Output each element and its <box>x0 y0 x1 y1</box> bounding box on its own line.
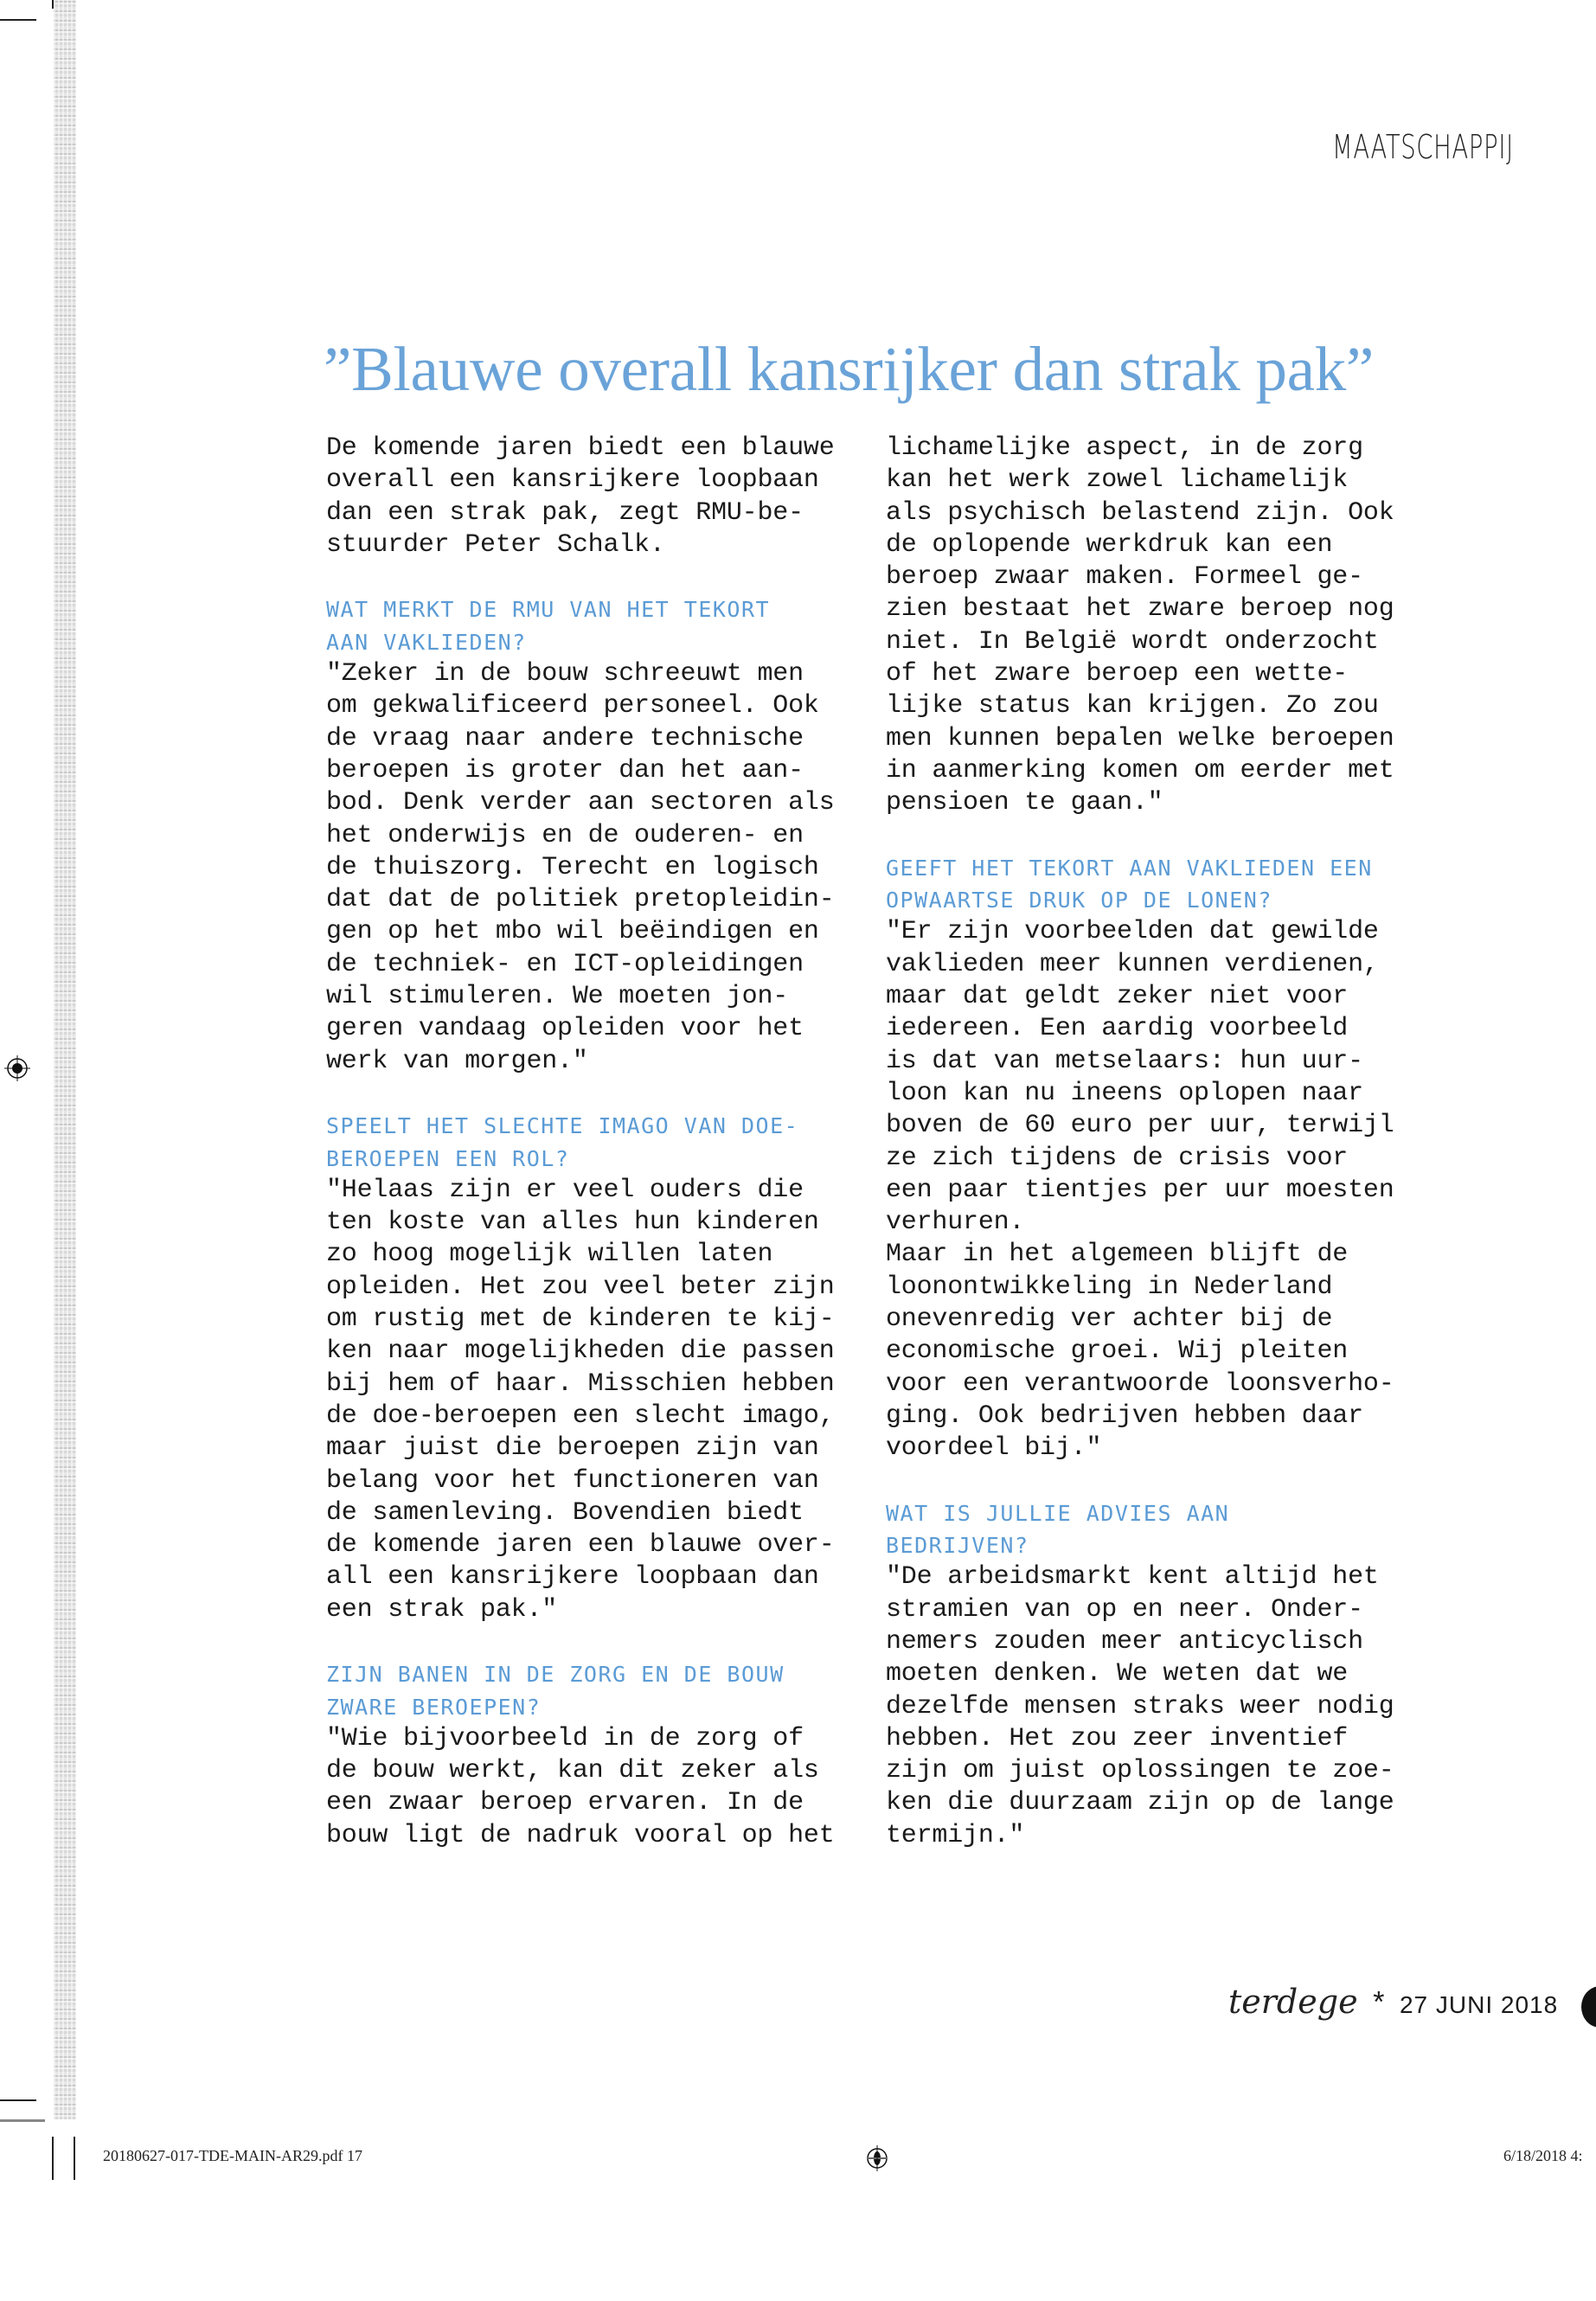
body-text-line: all een kansrijkere loopbaan dan <box>326 1562 819 1593</box>
crop-mark <box>52 0 54 9</box>
body-text-line: pensioen te gaan." <box>886 788 1163 818</box>
body-text-line: overall een kansrijkere loopbaan <box>326 465 819 496</box>
body-text-line: zo hoog mogelijk willen laten <box>326 1240 773 1270</box>
body-text-line: onevenredig ver achter bij de <box>886 1304 1333 1335</box>
body-text-line: voordeel bij." <box>886 1433 1102 1464</box>
body-text-line: als psychisch belastend zijn. Ook <box>886 497 1394 528</box>
question-heading-line: ZIJN BANEN IN DE ZORG EN DE BOUW <box>326 1662 785 1688</box>
crop-mark <box>52 2137 54 2180</box>
blank-line <box>886 1465 1422 1497</box>
body-text-line: loonontwikkeling in Nederland <box>886 1272 1333 1302</box>
body-text-line: vaklieden meer kunnen verdienen, <box>886 949 1379 979</box>
question-heading-line: ZWARE BEROEPEN? <box>326 1694 542 1720</box>
blank-line <box>886 820 1422 852</box>
body-text-line: economische groei. Wij pleiten <box>886 1336 1349 1367</box>
body-text-line: lijke status kan krijgen. Zo zou <box>886 691 1379 721</box>
body-text-line: ken naar mogelijkheden die passen <box>326 1336 835 1367</box>
body-text-line: om gekwalificeerd personeel. Ook <box>326 691 819 721</box>
page-footer <box>1228 1983 1558 2022</box>
registration-mark-icon <box>864 2145 890 2171</box>
body-text-line: de komende jaren een blauwe over- <box>326 1530 835 1561</box>
question-heading-line: AAN VAKLIEDEN? <box>326 629 527 655</box>
body-text-line: de doe-beroepen een slecht imago, <box>326 1400 835 1431</box>
body-text-line: beroepen is groter dan het aan- <box>326 755 804 785</box>
crop-mark <box>0 19 36 21</box>
margin-strip <box>54 0 76 2119</box>
body-text-line: maar juist die beroepen zijn van <box>326 1433 819 1464</box>
question-heading-line: GEEFT HET TEKORT AAN VAKLIEDEN EEN <box>886 855 1373 881</box>
article-column-right <box>886 433 1422 1852</box>
body-text-line: loon kan nu ineens oplopen naar <box>886 1078 1363 1108</box>
issue-date: 27 JUNI 2018 <box>1399 1991 1559 2018</box>
article-title: ”Blauwe overall kansrijker dan strak pak” <box>324 334 1375 404</box>
question-heading-line: BEDRIJVEN? <box>886 1533 1029 1559</box>
brand-logo: terdege <box>1228 1983 1358 2021</box>
body-text-line: een paar tientjes per uur moesten <box>886 1175 1394 1205</box>
body-text-line: "Zeker in de bouw schreeuwt men <box>326 659 804 689</box>
body-text-line: De komende jaren biedt een blauwe <box>326 433 835 463</box>
body-text-line: gen op het mbo wil beëindigen en <box>326 917 819 947</box>
body-text-line: de samenleving. Bovendien biedt <box>326 1497 804 1528</box>
blank-line <box>326 1626 862 1658</box>
body-text-line: verhuren. <box>886 1208 1025 1238</box>
body-text-line: niet. In België wordt onderzocht <box>886 626 1379 657</box>
crop-mark <box>74 2137 75 2180</box>
body-text-line: Maar in het algemeen blijft de <box>886 1240 1349 1270</box>
body-text-line: "Helaas zijn er veel ouders die <box>326 1175 804 1205</box>
body-text-line: in aanmerking komen om eerder met <box>886 755 1394 785</box>
question-heading-line: WAT IS JULLIE ADVIES AAN <box>886 1500 1230 1526</box>
body-text-line: de oplopende werkdruk kan een <box>886 529 1333 560</box>
page-number-badge <box>1581 1986 1596 2028</box>
body-text-line: maar dat geldt zeker niet voor <box>886 982 1349 1012</box>
body-text-line: dat dat de politiek pretopleidin- <box>326 885 835 915</box>
body-text-line: lichamelijke aspect, in de zorg <box>886 433 1363 463</box>
body-text-line: het onderwijs en de ouderen- en <box>326 820 804 850</box>
body-text-line: boven de 60 euro per uur, terwijl <box>886 1111 1394 1141</box>
body-text-line: ze zich tijdens de crisis voor <box>886 1143 1349 1173</box>
body-text-line: termijn." <box>886 1820 1025 1850</box>
body-text-line: werk van morgen." <box>326 1046 588 1076</box>
body-text-line: "Wie bijvoorbeeld in de zorg of <box>326 1723 804 1753</box>
body-text-line: of het zware beroep een wette- <box>886 659 1349 689</box>
body-text-line: de bouw werkt, kan dit zeker als <box>326 1756 819 1786</box>
body-text-line: belang voor het functioneren van <box>326 1465 819 1496</box>
body-text-line: een strak pak." <box>326 1594 558 1625</box>
body-text-line: dezelfde mensen straks weer nodig <box>886 1691 1394 1721</box>
body-text-line: bod. Denk verder aan sectoren als <box>326 788 835 818</box>
question-heading-line: WAT MERKT DE RMU VAN HET TEKORT <box>326 597 771 623</box>
body-text-line: moeten denken. We weten dat we <box>886 1659 1349 1689</box>
body-text-line: de thuiszorg. Terecht en logisch <box>326 852 819 882</box>
blank-line <box>326 1078 862 1110</box>
section-label: MAATSCHAPPIJ <box>1332 128 1514 166</box>
question-heading-line: BEROEPEN EEN ROL? <box>326 1145 570 1171</box>
blank-line <box>326 561 862 593</box>
registration-mark-icon <box>4 1055 30 1081</box>
body-text-line: "De arbeidsmarkt kent altijd het <box>886 1562 1379 1593</box>
body-text-line: kan het werk zowel lichamelijk <box>886 465 1349 496</box>
crop-mark <box>0 2119 45 2122</box>
body-text-line: een zwaar beroep ervaren. In de <box>326 1788 804 1818</box>
question-heading-line: SPEELT HET SLECHTE IMAGO VAN DOE- <box>326 1113 799 1139</box>
slug-filename: 20180627-017-TDE-MAIN-AR29.pdf 17 <box>103 2147 362 2164</box>
body-text-line: beroep zwaar maken. Formeel ge- <box>886 562 1363 593</box>
body-text-line: ken die duurzaam zijn op de lange <box>886 1788 1394 1818</box>
body-text-line: geren vandaag opleiden voor het <box>326 1014 804 1044</box>
article-column-left <box>326 433 862 1852</box>
body-text-line: stuurder Peter Schalk. <box>326 529 665 560</box>
body-text-line: bij hem of haar. Misschien hebben <box>326 1368 835 1399</box>
body-text-line: wil stimuleren. We moeten jon- <box>326 982 789 1012</box>
body-text-line: nemers zouden meer anticyclisch <box>886 1626 1363 1657</box>
body-text-line: stramien van op en neer. Onder- <box>886 1594 1363 1625</box>
body-text-line: "Er zijn voorbeelden dat gewilde <box>886 917 1379 947</box>
body-text-line: men kunnen bepalen welke beroepen <box>886 723 1394 753</box>
body-text-line: voor een verantwoorde loonsverho- <box>886 1368 1394 1399</box>
body-text-line: de techniek- en ICT-opleidingen <box>326 949 804 979</box>
body-text-line: opleiden. Het zou veel beter zijn <box>326 1272 835 1302</box>
body-text-line: bouw ligt de nadruk vooral op het <box>326 1820 835 1850</box>
body-text-line: zijn om juist oplossingen te zoe- <box>886 1756 1394 1786</box>
body-text-line: de vraag naar andere technische <box>326 723 804 753</box>
body-text-line: ten koste van alles hun kinderen <box>326 1208 819 1238</box>
crop-mark <box>0 2099 36 2101</box>
slug-timestamp: 6/18/2018 4: <box>1503 2147 1583 2164</box>
body-text-line: ging. Ook bedrijven hebben daar <box>886 1400 1363 1431</box>
question-heading-line: OPWAARTSE DRUK OP DE LONEN? <box>886 888 1272 913</box>
body-text-line: iedereen. Een aardig voorbeeld <box>886 1014 1349 1044</box>
body-text-line: is dat van metselaars: hun uur- <box>886 1046 1363 1076</box>
separator: * <box>1369 1990 1388 2022</box>
body-text-line: dan een strak pak, zegt RMU-be- <box>326 497 804 528</box>
body-text-line: zien bestaat het zware beroep nog <box>886 594 1394 625</box>
body-text-line: om rustig met de kinderen te kij- <box>326 1304 835 1335</box>
body-text-line: hebben. Het zou zeer inventief <box>886 1723 1349 1753</box>
